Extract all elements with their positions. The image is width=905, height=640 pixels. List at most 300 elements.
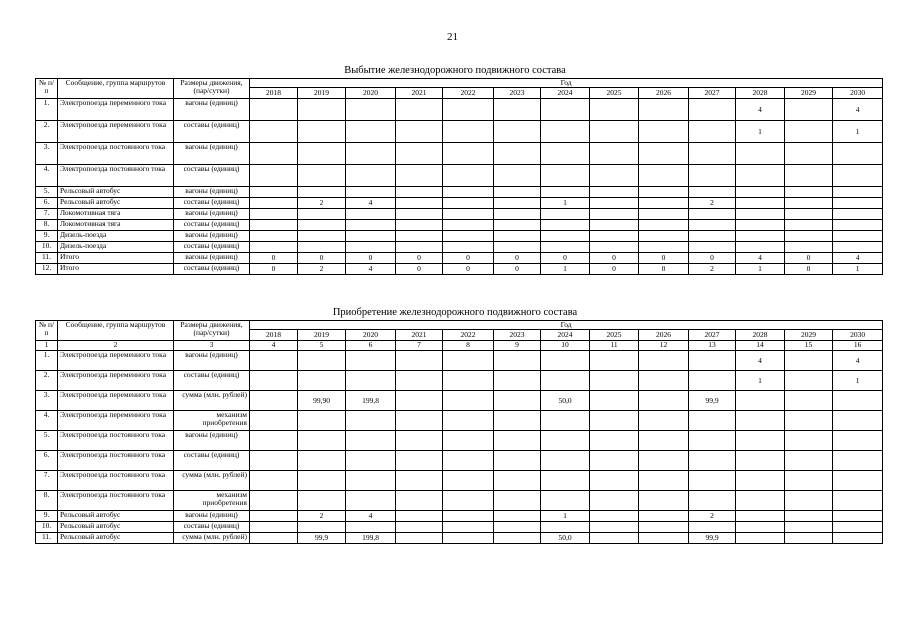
value-cell [298, 242, 346, 253]
value-cell [250, 187, 298, 198]
year-header: 2025 [590, 330, 639, 341]
value-cell: 0 [494, 253, 541, 264]
value-cell [736, 471, 785, 491]
value-cell [785, 220, 833, 231]
row-route: Итого [58, 264, 174, 275]
value-cell [443, 411, 494, 431]
value-cell [396, 209, 443, 220]
value-cell [541, 231, 590, 242]
column-number: 14 [736, 341, 785, 351]
value-cell [346, 242, 396, 253]
value-cell [639, 99, 689, 121]
value-cell [346, 451, 396, 471]
value-cell: 0 [298, 253, 346, 264]
value-cell: 1 [833, 371, 883, 391]
value-cell [494, 351, 541, 371]
value-cell [541, 187, 590, 198]
value-cell [639, 143, 689, 165]
value-cell [639, 371, 689, 391]
year-header: 2024 [541, 88, 590, 99]
value-cell [689, 371, 736, 391]
value-cell [785, 511, 833, 522]
value-cell [785, 411, 833, 431]
value-cell [590, 209, 639, 220]
value-cell: 4 [833, 99, 883, 121]
value-cell [250, 165, 298, 187]
value-cell: 0 [443, 253, 494, 264]
value-cell [785, 121, 833, 143]
row-number: 12. [36, 264, 58, 275]
value-cell [833, 411, 883, 431]
table-row [36, 411, 883, 431]
value-cell [494, 187, 541, 198]
row-unit: сумма (млн. рублей) [174, 471, 250, 491]
value-cell [833, 198, 883, 209]
row-number: 10. [36, 522, 58, 533]
year-header: 2021 [396, 330, 443, 341]
row-unit: вагоны (единиц) [174, 143, 250, 165]
value-cell [639, 121, 689, 143]
value-cell [443, 451, 494, 471]
year-header: 2023 [494, 330, 541, 341]
row-route: Электропоезда переменного тока [58, 411, 174, 431]
table-row [36, 533, 883, 544]
value-cell [736, 209, 785, 220]
value-cell: 0 [346, 253, 396, 264]
value-cell [785, 209, 833, 220]
header-route: Сообщение, группа маршрутов [58, 79, 174, 99]
table-row [36, 491, 883, 511]
row-number: 11. [36, 253, 58, 264]
table-row [36, 242, 883, 253]
value-cell: 0 [250, 264, 298, 275]
value-cell: 0 [590, 264, 639, 275]
value-cell [639, 533, 689, 544]
value-cell [396, 511, 443, 522]
row-route: Электропоезда постоянного тока [58, 451, 174, 471]
column-number: 6 [346, 341, 396, 351]
value-cell [590, 165, 639, 187]
row-route: Электропоезда переменного тока [58, 351, 174, 371]
table-row [36, 99, 883, 121]
value-cell [639, 451, 689, 471]
value-cell [443, 491, 494, 511]
header-num: № п/п [36, 321, 58, 341]
value-cell [346, 411, 396, 431]
value-cell: 99,90 [298, 391, 346, 411]
year-header: 2028 [736, 88, 785, 99]
value-cell: 1 [736, 371, 785, 391]
value-cell [590, 198, 639, 209]
table-row [36, 209, 883, 220]
value-cell [443, 431, 494, 451]
value-cell [639, 491, 689, 511]
value-cell: 1 [833, 264, 883, 275]
value-cell [590, 143, 639, 165]
value-cell [736, 242, 785, 253]
value-cell [541, 143, 590, 165]
table-row [36, 143, 883, 165]
row-number: 8. [36, 491, 58, 511]
row-route: Дизель-поезда [58, 231, 174, 242]
value-cell [443, 220, 494, 231]
value-cell [639, 471, 689, 491]
year-header: 2028 [736, 330, 785, 341]
value-cell: 1 [736, 264, 785, 275]
value-cell [639, 431, 689, 451]
value-cell [833, 533, 883, 544]
value-cell [443, 143, 494, 165]
value-cell: 0 [494, 264, 541, 275]
year-header: 2020 [346, 330, 396, 341]
value-cell [494, 220, 541, 231]
value-cell [639, 351, 689, 371]
value-cell [639, 209, 689, 220]
header-year: Год [250, 321, 883, 330]
row-route: Дизель-поезда [58, 242, 174, 253]
value-cell: 0 [590, 253, 639, 264]
value-cell [494, 391, 541, 411]
value-cell [590, 491, 639, 511]
row-unit: вагоны (единиц) [174, 209, 250, 220]
row-route: Рельсовый автобус [58, 533, 174, 544]
table-row [36, 471, 883, 491]
table-row [36, 187, 883, 198]
value-cell [396, 391, 443, 411]
row-unit: вагоны (единиц) [174, 253, 250, 264]
value-cell [494, 491, 541, 511]
value-cell: 0 [639, 264, 689, 275]
value-cell [833, 231, 883, 242]
value-cell [541, 351, 590, 371]
value-cell [785, 491, 833, 511]
value-cell [298, 187, 346, 198]
value-cell [494, 242, 541, 253]
value-cell [250, 411, 298, 431]
value-cell: 99,9 [689, 391, 736, 411]
value-cell [443, 231, 494, 242]
value-cell [346, 351, 396, 371]
value-cell [590, 220, 639, 231]
row-route: Электропоезда переменного тока [58, 391, 174, 411]
row-unit: механизм приобретения [174, 411, 250, 431]
value-cell [736, 522, 785, 533]
value-cell [396, 491, 443, 511]
value-cell [833, 511, 883, 522]
value-cell [833, 451, 883, 471]
value-cell [541, 411, 590, 431]
value-cell [250, 198, 298, 209]
value-cell: 4 [346, 511, 396, 522]
value-cell [689, 431, 736, 451]
value-cell [396, 533, 443, 544]
row-route: Локомотивная тяга [58, 220, 174, 231]
row-number: 11. [36, 533, 58, 544]
value-cell [590, 511, 639, 522]
table-row [36, 220, 883, 231]
row-unit: составы (единиц) [174, 121, 250, 143]
table-row [36, 351, 883, 371]
value-cell: 199,8 [346, 391, 396, 411]
value-cell: 4 [736, 351, 785, 371]
value-cell [298, 99, 346, 121]
row-number: 9. [36, 231, 58, 242]
value-cell [541, 451, 590, 471]
value-cell [736, 431, 785, 451]
header-route: Сообщение, группа маршрутов [58, 321, 174, 341]
value-cell [785, 431, 833, 451]
value-cell: 0 [785, 253, 833, 264]
table-row [36, 511, 883, 522]
value-cell [689, 209, 736, 220]
year-header: 2026 [639, 330, 689, 341]
row-number: 3. [36, 143, 58, 165]
year-header: 2019 [298, 330, 346, 341]
value-cell [443, 99, 494, 121]
table-row [36, 231, 883, 242]
value-cell [785, 143, 833, 165]
row-route: Рельсовый автобус [58, 198, 174, 209]
table-row [36, 371, 883, 391]
value-cell: 1 [833, 121, 883, 143]
year-header: 2030 [833, 88, 883, 99]
row-number: 10. [36, 242, 58, 253]
value-cell [298, 522, 346, 533]
table-row [36, 522, 883, 533]
row-unit: составы (единиц) [174, 264, 250, 275]
value-cell: 2 [689, 264, 736, 275]
row-unit: вагоны (единиц) [174, 187, 250, 198]
value-cell [250, 522, 298, 533]
value-cell [541, 220, 590, 231]
value-cell [250, 471, 298, 491]
value-cell [494, 471, 541, 491]
year-header: 2029 [785, 330, 833, 341]
row-number: 3. [36, 391, 58, 411]
row-number: 4. [36, 411, 58, 431]
year-header: 2027 [689, 88, 736, 99]
row-route: Электропоезда переменного тока [58, 371, 174, 391]
column-number: 11 [590, 341, 639, 351]
value-cell [736, 165, 785, 187]
value-cell [346, 220, 396, 231]
value-cell [785, 351, 833, 371]
value-cell [298, 231, 346, 242]
value-cell [298, 471, 346, 491]
value-cell [346, 522, 396, 533]
value-cell: 1 [736, 121, 785, 143]
value-cell [541, 371, 590, 391]
value-cell [590, 522, 639, 533]
value-cell: 1 [541, 511, 590, 522]
value-cell [689, 143, 736, 165]
value-cell [298, 220, 346, 231]
value-cell [689, 351, 736, 371]
value-cell [689, 451, 736, 471]
value-cell [736, 198, 785, 209]
value-cell: 50,0 [541, 533, 590, 544]
row-unit: вагоны (единиц) [174, 511, 250, 522]
header-year: Год [250, 79, 883, 88]
row-route: Рельсовый автобус [58, 511, 174, 522]
value-cell [541, 121, 590, 143]
value-cell [494, 522, 541, 533]
value-cell [443, 242, 494, 253]
value-cell [346, 187, 396, 198]
row-number: 6. [36, 198, 58, 209]
value-cell [494, 121, 541, 143]
row-unit: составы (единиц) [174, 220, 250, 231]
value-cell [541, 491, 590, 511]
table-row [36, 431, 883, 451]
value-cell [494, 99, 541, 121]
value-cell [689, 471, 736, 491]
value-cell [298, 411, 346, 431]
value-cell [833, 143, 883, 165]
row-route: Электропоезда постоянного тока [58, 165, 174, 187]
row-number: 4. [36, 165, 58, 187]
value-cell [639, 231, 689, 242]
value-cell [639, 198, 689, 209]
value-cell [494, 371, 541, 391]
value-cell [494, 411, 541, 431]
value-cell [736, 391, 785, 411]
value-cell [590, 351, 639, 371]
value-cell [639, 165, 689, 187]
value-cell [443, 533, 494, 544]
value-cell [590, 471, 639, 491]
table1-title: Выбытие железнодорожного подвижного состава [344, 65, 566, 76]
value-cell: 2 [298, 198, 346, 209]
year-header: 2022 [443, 88, 494, 99]
value-cell [443, 121, 494, 143]
value-cell: 0 [689, 253, 736, 264]
value-cell: 2 [298, 264, 346, 275]
row-route: Итого [58, 253, 174, 264]
row-unit: составы (единиц) [174, 165, 250, 187]
value-cell [736, 187, 785, 198]
value-cell [250, 351, 298, 371]
year-header: 2022 [443, 330, 494, 341]
value-cell [298, 451, 346, 471]
value-cell [443, 511, 494, 522]
value-cell [346, 431, 396, 451]
value-cell [590, 391, 639, 411]
value-cell [639, 522, 689, 533]
row-unit: вагоны (единиц) [174, 431, 250, 451]
value-cell [494, 431, 541, 451]
value-cell [443, 198, 494, 209]
value-cell: 2 [689, 511, 736, 522]
value-cell [396, 411, 443, 431]
value-cell [298, 431, 346, 451]
value-cell [785, 231, 833, 242]
table-row [36, 264, 883, 275]
row-unit: составы (единиц) [174, 242, 250, 253]
value-cell [736, 451, 785, 471]
value-cell [785, 242, 833, 253]
value-cell: 4 [833, 253, 883, 264]
value-cell: 0 [639, 253, 689, 264]
year-header: 2029 [785, 88, 833, 99]
value-cell: 0 [541, 253, 590, 264]
value-cell [494, 165, 541, 187]
value-cell: 0 [396, 264, 443, 275]
value-cell: 0 [396, 253, 443, 264]
value-cell [298, 351, 346, 371]
value-cell [689, 242, 736, 253]
value-cell [443, 371, 494, 391]
row-route: Электропоезда переменного тока [58, 99, 174, 121]
row-number: 2. [36, 371, 58, 391]
value-cell [689, 231, 736, 242]
row-unit: составы (единиц) [174, 198, 250, 209]
value-cell: 4 [346, 198, 396, 209]
row-route: Электропоезда переменного тока [58, 121, 174, 143]
row-route: Рельсовый автобус [58, 187, 174, 198]
value-cell [494, 231, 541, 242]
disposal-table [35, 78, 883, 275]
value-cell [346, 371, 396, 391]
value-cell [396, 187, 443, 198]
value-cell [736, 231, 785, 242]
value-cell [639, 220, 689, 231]
column-number: 1 [36, 341, 58, 351]
row-route: Электропоезда постоянного тока [58, 491, 174, 511]
year-header: 2027 [689, 330, 736, 341]
column-number: 16 [833, 341, 883, 351]
value-cell [785, 99, 833, 121]
header-size: Размеры движения, (пар/сутки) [174, 79, 250, 99]
value-cell [639, 242, 689, 253]
value-cell: 1 [541, 198, 590, 209]
value-cell [590, 533, 639, 544]
value-cell [736, 491, 785, 511]
value-cell: 4 [346, 264, 396, 275]
value-cell [689, 121, 736, 143]
value-cell [250, 451, 298, 471]
value-cell [785, 471, 833, 491]
value-cell: 4 [736, 253, 785, 264]
value-cell [250, 511, 298, 522]
value-cell: 0 [785, 264, 833, 275]
value-cell: 4 [736, 99, 785, 121]
value-cell [541, 471, 590, 491]
value-cell: 50,0 [541, 391, 590, 411]
value-cell: 199,8 [346, 533, 396, 544]
row-number: 5. [36, 187, 58, 198]
value-cell: 2 [298, 511, 346, 522]
value-cell [590, 242, 639, 253]
value-cell [396, 522, 443, 533]
value-cell [785, 165, 833, 187]
value-cell [346, 471, 396, 491]
value-cell [250, 431, 298, 451]
year-header: 2018 [250, 330, 298, 341]
row-number: 5. [36, 431, 58, 451]
value-cell [785, 198, 833, 209]
value-cell [396, 165, 443, 187]
value-cell [346, 231, 396, 242]
value-cell [298, 121, 346, 143]
value-cell [443, 471, 494, 491]
value-cell [250, 391, 298, 411]
value-cell [346, 99, 396, 121]
year-header: 2025 [590, 88, 639, 99]
year-header: 2026 [639, 88, 689, 99]
value-cell [541, 209, 590, 220]
column-number: 5 [298, 341, 346, 351]
